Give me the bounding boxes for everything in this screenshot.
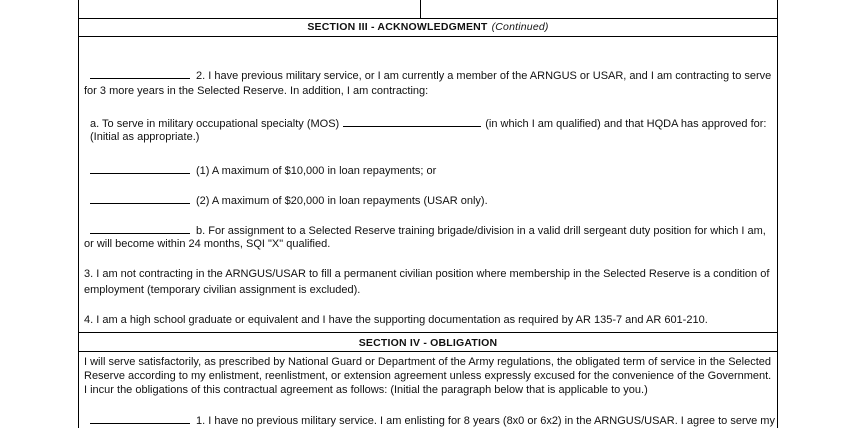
section4-item1-line: 1. I have no previous military service. I am enlisting for 8 years (8x0 or 6x2) in the ARNGUS/USAR. I agree to serve my [90,413,775,427]
item2b-line2: or will become within 24 months, SQI "X" qualified. [84,238,331,250]
section3-header-rule [78,36,778,37]
section4-title: SECTION IV - OBLIGATION [358,337,498,349]
item2-line2: for 3 more years in the Selected Reserve. In addition, I am contracting: [84,85,429,97]
item2a-line2: (Initial as appropriate.) [90,131,200,143]
initial-blank-2a2[interactable] [90,193,190,204]
initial-blank-2b[interactable] [90,223,190,234]
item3-line2: employment (temporary civilian assignment is excluded). [84,284,361,296]
section3-title: SECTION III - ACKNOWLEDGMENT (Continued) [307,21,549,33]
item2a-line1: a. To serve in military occupational specialty (MOS) (in which I am qualified) and that HQDA has approved for: [90,118,767,130]
initial-blank-2a1[interactable] [90,163,190,174]
item2a1-line: (1) A maximum of $10,000 in loan repayments; or [90,163,436,177]
item2a2-line: (2) A maximum of $20,000 in loan repayments (USAR only). [90,193,488,207]
section3-continued: (Continued) [491,21,549,33]
item2b-line1: b. For assignment to a Selected Reserve training brigade/division in a valid drill sergeant duty position for which I am, [90,223,766,237]
section4-para-line1: I will serve satisfactorily, as prescribed by National Guard or Department of the Army regulations, the obligated term of service in the Selected [84,356,772,368]
section4-header-rule [78,351,778,352]
item4-line: 4. I am a high school graduate or equivalent and I have the supporting documentation as required by AR 135-7 and AR 601-210. [84,314,708,326]
item2-line1: 2. I have previous military service, or I am currently a member of the ARNGUS or USAR, and I am contracting to serve [90,68,771,82]
mos-field[interactable] [343,116,481,127]
top-field-divider [420,0,421,18]
item3-line1: 3. I am not contracting in the ARNGUS/USAR to fill a permanent civilian position where membership in the Selected Reserve is a condition of [84,268,770,280]
section4-top-rule [78,332,778,333]
section4-para-line2: Reserve according to my enlistment, reenlistment, or extension agreement unless expressly excused for the convenience of the Government. [84,370,772,382]
top-rule [78,18,778,19]
initial-blank-obligation1[interactable] [90,413,190,424]
section4-para-line3: I incur the obligations of this contractual agreement as follows: (Initial the paragraph below that is applicable to you.) [84,384,648,396]
initial-blank-item2[interactable] [90,68,190,79]
